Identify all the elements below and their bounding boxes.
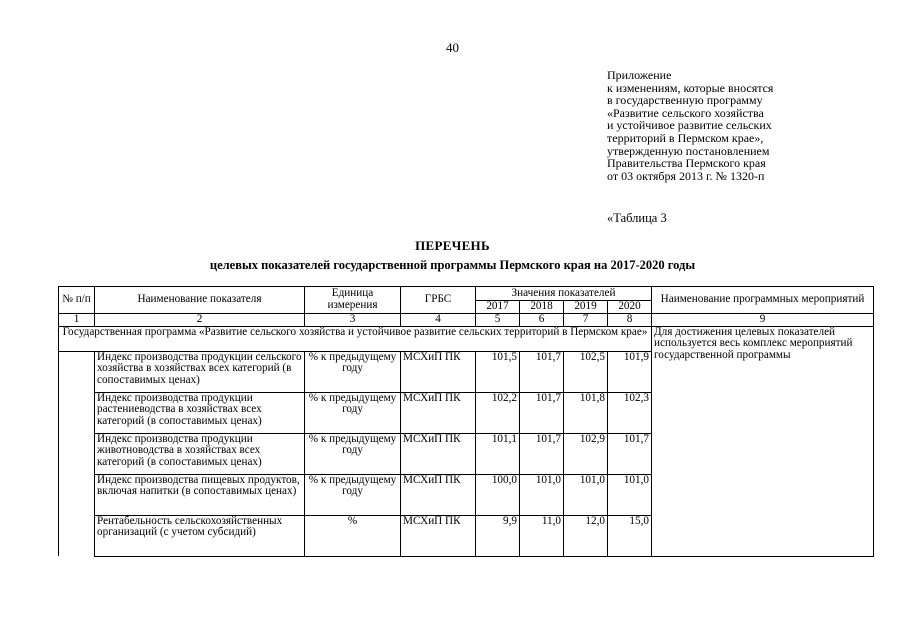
appendix-block [607,69,867,182]
header-unit: Единица измерения [305,287,401,314]
indicator-grbs: МСХиП ПК [401,474,476,515]
document-subtitle: целевых показателей государственной программы Пермского края на 2017-2020 годы [209,258,696,272]
value-2020: 101,7 [608,433,652,474]
appendix-line: к изменениям, которые вносятся [607,80,774,95]
value-2018: 101,7 [520,433,564,474]
header-year-2020: 2020 [608,301,652,314]
indicator-name: Рентабельность сельскохозяйственных организаций (с учетом субсидий) [95,515,305,556]
column-number: 5 [476,313,520,326]
indicator-name: Индекс производства продукции животноводства в хозяйствах всех категорий (в сопоставимых ценах) [95,433,305,474]
column-number: 2 [95,313,305,326]
header-year-2017: 2017 [476,301,520,314]
value-2019: 12,0 [564,515,608,556]
header-number: № п/п [59,287,95,314]
value-2019: 101,0 [564,474,608,515]
appendix-line: территорий в Пермском крае», [607,130,764,145]
header-values: Значения показателей [476,287,652,301]
appendix-line: Правительства Пермского края [607,156,766,171]
indicator-name: Индекс производства пищевых продуктов, включая напитки (в сопоставимых ценах) [95,474,305,515]
header-grbs: ГРБС [401,287,476,314]
document-title: ПЕРЕЧЕНЬ [415,238,490,253]
value-2020: 15,0 [608,515,652,556]
value-2018: 101,0 [520,474,564,515]
column-number: 6 [520,313,564,326]
appendix-line: в государственную программу [607,93,763,108]
indicator-unit: % [305,515,401,556]
value-2017: 101,1 [476,433,520,474]
indicator-grbs: МСХиП ПК [401,351,476,392]
appendix-line: «Развитие сельского хозяйства [607,105,764,120]
value-2018: 101,7 [520,351,564,392]
indicator-grbs: МСХиП ПК [401,433,476,474]
value-2018: 11,0 [520,515,564,556]
program-row [59,326,874,351]
column-number: 7 [564,313,608,326]
value-2017: 100,0 [476,474,520,515]
program-title: Государственная программа «Развитие сельского хозяйства и устойчивое развитие сельских территорий в Пермском крае» [59,326,652,351]
header-year-2019: 2019 [564,301,608,314]
value-2020: 101,0 [608,474,652,515]
activities-cell: Для достижения целевых показателей используется весь комплекс мероприятий государственной программы [652,326,874,556]
indicator-unit: % к предыдущему году [305,433,401,474]
value-2020: 102,3 [608,392,652,433]
header-indicator-name: Наименование показателя [95,287,305,314]
indicator-name: Индекс производства продукции растениеводства в хозяйствах всех категорий (в сопоставимых ценах) [95,392,305,433]
indicator-name: Индекс производства продукции сельского хозяйства в хозяйствах всех категорий (в сопоставимых ценах) [95,351,305,392]
appendix-line: и устойчивое развитие сельских [607,118,772,133]
indicator-unit: % к предыдущему году [305,474,401,515]
appendix-line: утвержденную постановлением [607,143,770,158]
appendix-line: от 03 октября 2013 г. № 1320-п [607,168,765,183]
column-number: 1 [59,313,95,326]
value-2019: 102,9 [564,433,608,474]
value-2017: 9,9 [476,515,520,556]
indicator-unit: % к предыдущему году [305,392,401,433]
header-year-2018: 2018 [520,301,564,314]
table-reference: «Таблица 3 [607,211,667,225]
value-2017: 101,5 [476,351,520,392]
indicator-unit: % к предыдущему году [305,351,401,392]
value-2019: 102,5 [564,351,608,392]
indicator-grbs: МСХиП ПК [401,515,476,556]
page-number: 40 [446,40,459,55]
value-2020: 101,9 [608,351,652,392]
column-number: 9 [652,313,874,326]
column-number: 3 [305,313,401,326]
appendix-line: Приложение [607,68,672,82]
column-numbers-row [59,313,874,326]
value-2019: 101,8 [564,392,608,433]
header-activities: Наименование программных мероприятий [652,287,874,314]
value-2017: 102,2 [476,392,520,433]
column-number: 8 [608,313,652,326]
column-number: 4 [401,313,476,326]
indicators-table [58,286,874,557]
value-2018: 101,7 [520,392,564,433]
indicator-grbs: МСХиП ПК [401,392,476,433]
